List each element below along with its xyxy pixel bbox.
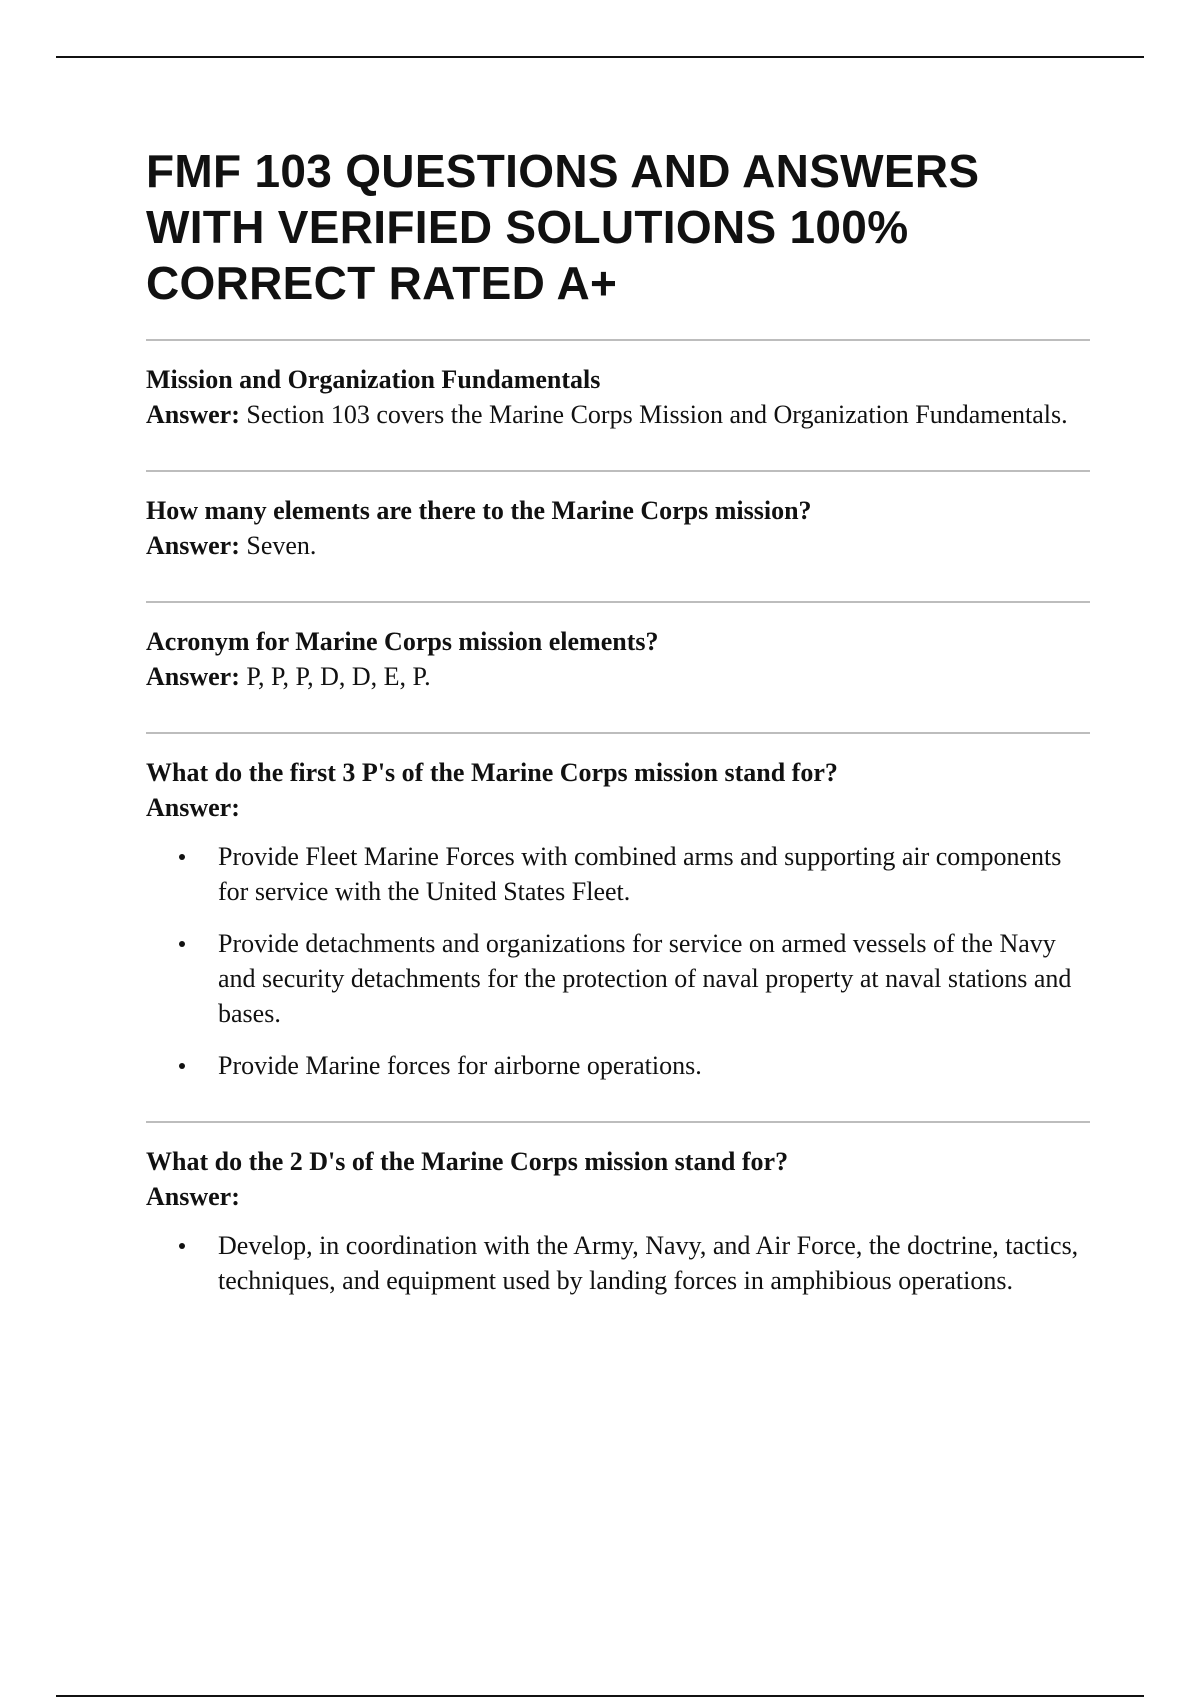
answer-line: [146, 397, 1090, 432]
document-title: [146, 143, 1090, 311]
title-line: CORRECT RATED A+: [146, 257, 618, 309]
bullet-item: [218, 926, 1090, 1031]
bullet-dot-icon: [179, 1243, 185, 1249]
bullet-dot-icon: [179, 1063, 185, 1069]
question-text: What do the first 3 P's of the Marine Corps mission stand for?: [146, 758, 838, 787]
question-text: How many elements are there to the Marine Corps mission?: [146, 496, 812, 525]
qa-item: [146, 603, 1090, 732]
bullet-dot-icon: [179, 854, 185, 860]
bullet-text: Provide Fleet Marine Forces with combined arms and supporting air components for service with the United States Fleet.: [218, 842, 1062, 906]
answer-label: Answer:: [146, 531, 240, 560]
answer-bullet-list: [146, 839, 1090, 1083]
title-line: FMF 103 QUESTIONS AND ANSWERS: [146, 145, 980, 197]
bullet-text: Develop, in coordination with the Army, Navy, and Air Force, the doctrine, tactics, techniques, and equipment used by landing forces in amphibious operations.: [218, 1231, 1079, 1295]
answer-text: Section 103 covers the Marine Corps Mission and Organization Fundamentals.: [246, 400, 1068, 429]
bullet-text: Provide Marine forces for airborne operations.: [218, 1051, 702, 1080]
answer-label: Answer:: [146, 793, 240, 822]
bullet-dot-icon: [179, 941, 185, 947]
answer-line: [146, 1179, 1090, 1214]
qa-item: [146, 341, 1090, 470]
answer-line: [146, 659, 1090, 694]
answer-text: Seven.: [246, 531, 317, 560]
qa-item: [146, 472, 1090, 601]
document-body: [146, 143, 1090, 1336]
bullet-item: [218, 1228, 1090, 1298]
qa-item: [146, 1123, 1090, 1336]
answer-label: Answer:: [146, 400, 240, 429]
question-text: What do the 2 D's of the Marine Corps mission stand for?: [146, 1147, 789, 1176]
answer-bullet-list: [146, 1228, 1090, 1298]
answer-text: P, P, P, D, D, E, P.: [246, 662, 431, 691]
bullet-item: [218, 839, 1090, 909]
question-text: Acronym for Marine Corps mission elements?: [146, 627, 659, 656]
question-text: Mission and Organization Fundamentals: [146, 365, 601, 394]
page-bottom-rule: [56, 1695, 1144, 1697]
answer-line: [146, 790, 1090, 825]
page-top-rule: [56, 56, 1144, 58]
title-line: WITH VERIFIED SOLUTIONS 100%: [146, 201, 909, 253]
answer-line: [146, 528, 1090, 563]
bullet-text: Provide detachments and organizations for service on armed vessels of the Navy and security detachments for the protection of naval property at naval stations and bases.: [218, 929, 1072, 1028]
answer-label: Answer:: [146, 662, 240, 691]
qa-item: [146, 734, 1090, 1121]
answer-label: Answer:: [146, 1182, 240, 1211]
bullet-item: [218, 1048, 1090, 1083]
